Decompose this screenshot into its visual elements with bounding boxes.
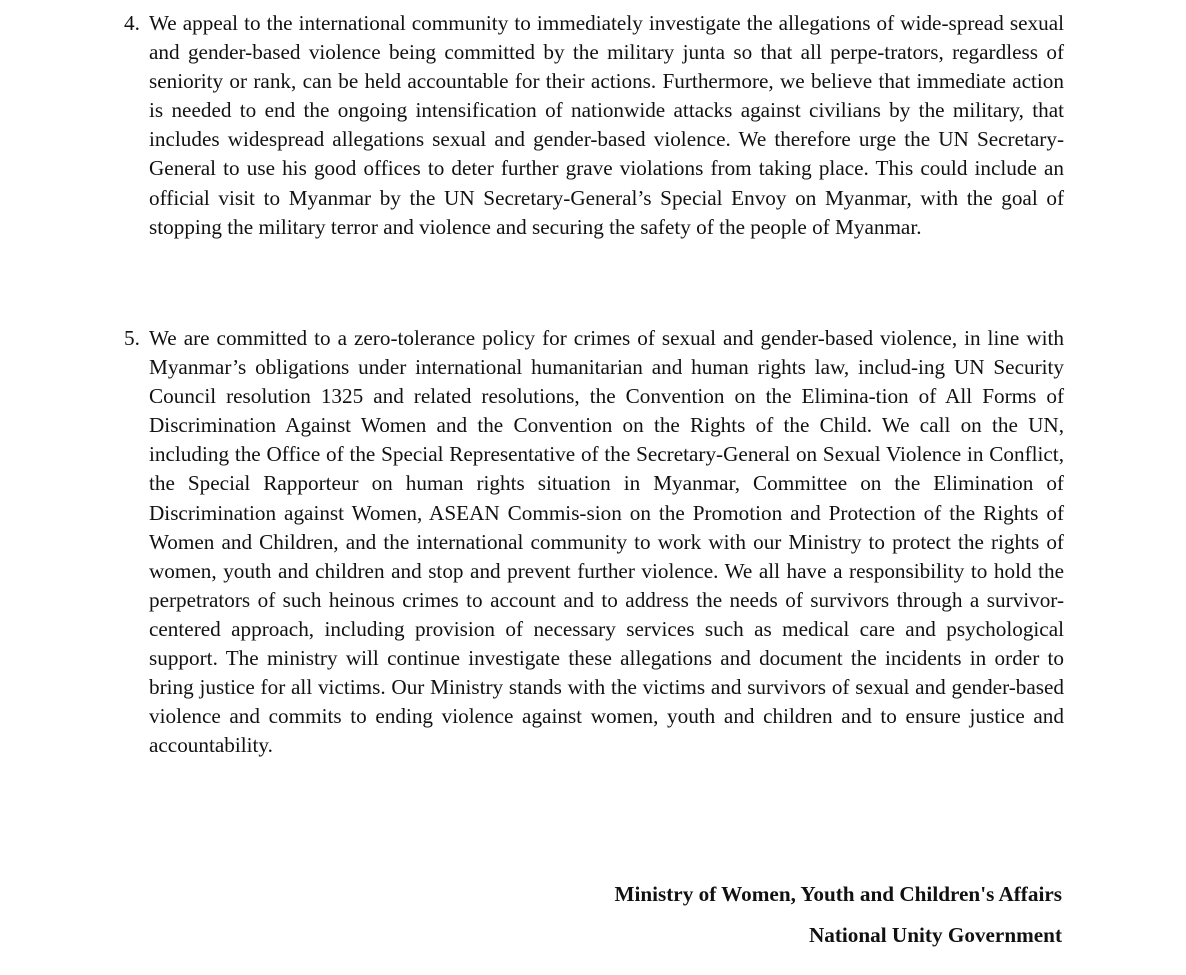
paragraph-number: 5.	[124, 326, 140, 350]
paragraph-4	[124, 9, 1064, 242]
paragraph-number: 4.	[124, 11, 140, 35]
paragraph-text: We appeal to the international community to immediately investigate the allegations of wide-spread sexual and gender-based violence being committed by the military junta so that all perpe-trators, regardless of seniority or rank, can be held accountable for their actions. Furthermore, we believe that immediate action is needed to end the ongoing intensification of nationwide attacks against civilians by the military, that includes widespread allegations sexual and gender-based violence. We therefore urge the UN Secretary-General to use his good offices to deter further grave violations from taking place. This could include an official visit to Myanmar by the UN Secretary-General’s Special Envoy on Myanmar, with the goal of stopping the military terror and violence and securing the safety of the people of Myanmar.	[149, 11, 1064, 239]
paragraph-text: We are committed to a zero-tolerance policy for crimes of sexual and gender-based violence, in line with Myanmar’s obligations under international humanitarian and human rights law, includ-ing UN Security Council resolution 1325 and related resolutions, the Convention on the Elimina-tion of All Forms of Discrimination Against Women and the Convention on the Rights of the Child. We call on the UN, including the Office of the Special Representative of the Secretary-General on Sexual Violence in Conflict, the Special Rapporteur on human rights situation in Myanmar, Committee on the Elimination of Discrimination against Women, ASEAN Commis-sion on the Promotion and Protection of the Rights of Women and Children, and the international community to work with our Ministry to protect the rights of women, youth and children and stop and prevent further violence. We all have a responsibility to hold the perpetrators of such heinous crimes to account and to address the needs of survivors through a survivor-centered approach, including provision of necessary services such as medical care and psychological support. The ministry will continue investigate these allegations and document the incidents in order to bring justice for all victims. Our Ministry stands with the victims and survivors of sexual and gender-based violence and commits to ending violence against women, youth and children and to ensure justice and accountability.	[149, 326, 1064, 758]
signature-government: National Unity Government	[808, 923, 1062, 947]
signature-ministry: Ministry of Women, Youth and Children's Affairs	[614, 882, 1062, 906]
paragraph-5	[124, 324, 1064, 760]
